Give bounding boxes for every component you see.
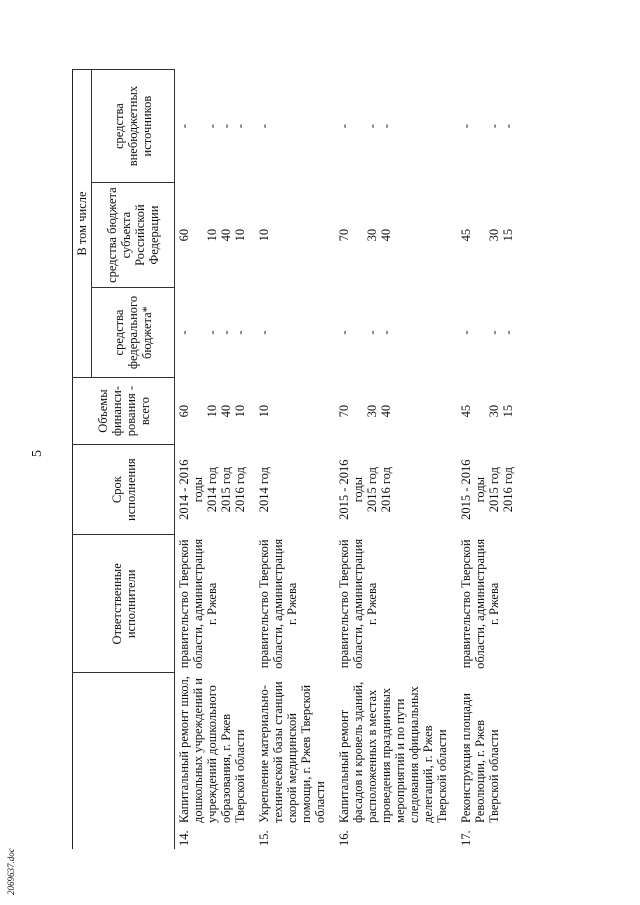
row-regional — [457, 183, 517, 288]
cell-value: - — [337, 330, 351, 335]
cell-value: 30 — [487, 228, 501, 242]
cell-value: - — [219, 330, 233, 335]
row-name: Капитальный ремонт школ, дошкольных учреждений и учреждений дошкольного образования, г. Ржев Тверской области — [177, 676, 247, 823]
cell-value: - — [501, 124, 515, 129]
row-term — [335, 445, 451, 535]
row-number: 15. — [257, 830, 271, 846]
cell-value: 40 — [219, 404, 233, 418]
cell-value: - — [205, 124, 219, 129]
table-row — [255, 70, 329, 850]
cell-value: 10 — [205, 228, 219, 242]
cell-value: 30 — [365, 228, 379, 242]
cell-value: 10 — [233, 228, 247, 242]
cell-value: 2016 год — [379, 467, 393, 513]
cell-value: 40 — [379, 228, 393, 242]
cell-value: 45 — [459, 228, 473, 242]
header-responsible: Ответственные исполнители — [73, 535, 175, 673]
row-total — [457, 378, 517, 445]
row-extra — [175, 70, 250, 183]
cell-value: - — [379, 124, 393, 129]
cell-value: 2016 год — [501, 467, 515, 513]
cell-value: 10 — [233, 404, 247, 418]
row-term — [255, 445, 329, 535]
cell-value: 70 — [337, 228, 351, 242]
cell-value: - — [257, 124, 271, 129]
cell-value: - — [365, 330, 379, 335]
financing-table — [72, 69, 523, 849]
cell-value: 2015 год — [365, 467, 379, 513]
cell-value: - — [177, 124, 191, 129]
cell-value: 30 — [365, 404, 379, 418]
cell-value: - — [257, 330, 271, 335]
cell-value: 10 — [257, 228, 271, 242]
row-extra — [335, 70, 451, 183]
row-number: 16. — [337, 830, 351, 846]
cell-value: - — [501, 330, 515, 335]
cell-value: 2015 - 2016 годы — [337, 459, 365, 520]
row-regional — [175, 183, 250, 288]
header-volume: Объемы финанси-рования - всего — [73, 378, 175, 445]
cell-value: - — [337, 124, 351, 129]
header-in-that: В том числе — [73, 70, 92, 378]
row-extra — [255, 70, 329, 183]
header-term: Срок исполнения — [73, 445, 175, 535]
cell-value: 2014 год — [205, 467, 219, 513]
row-responsible: правительство Тверской области, администрация г. Ржева — [257, 538, 299, 669]
header-blank — [73, 673, 175, 849]
row-federal — [255, 287, 329, 377]
row-regional — [335, 183, 451, 288]
cell-value: 2015 - 2016 годы — [459, 459, 487, 520]
cell-value: 15 — [501, 228, 515, 242]
row-number: 17. — [459, 830, 473, 846]
cell-value: 2015 год — [487, 467, 501, 513]
cell-value: 40 — [219, 228, 233, 242]
cell-value: 30 — [487, 404, 501, 418]
table-body — [175, 70, 524, 850]
cell-value: 2016 год — [233, 467, 247, 513]
row-responsible: правительство Тверской области, администрация г. Ржева — [177, 538, 219, 669]
footer-doc-name: 2069637.doc — [6, 848, 16, 895]
header-federal: средства федерального бюджета* — [92, 287, 175, 377]
row-term — [457, 445, 517, 535]
row-federal — [175, 287, 250, 377]
cell-value: 60 — [177, 404, 191, 418]
row-federal — [335, 287, 451, 377]
cell-value: - — [219, 124, 233, 129]
cell-value: 2014 - 2016 годы — [177, 459, 205, 520]
cell-value: - — [379, 330, 393, 335]
header-extrabudget: средства внебюджетных источников — [92, 70, 175, 183]
cell-value: 45 — [459, 404, 473, 418]
cell-value: - — [233, 124, 247, 129]
cell-value: - — [205, 330, 219, 335]
cell-value: - — [459, 124, 473, 129]
cell-value: 10 — [257, 404, 271, 418]
row-federal — [457, 287, 517, 377]
row-number: 14. — [177, 830, 191, 846]
cell-value: 2014 год — [257, 467, 271, 513]
row-responsible: правительство Тверской области, администрация г. Ржева — [459, 538, 501, 669]
cell-value: 60 — [177, 228, 191, 242]
cell-value: - — [487, 124, 501, 129]
cell-value: - — [177, 330, 191, 335]
row-term — [175, 445, 250, 535]
cell-value: 10 — [205, 404, 219, 418]
cell-value: 2015 год — [219, 467, 233, 513]
table-row — [457, 70, 517, 850]
cell-value: 15 — [501, 404, 515, 418]
cell-value: - — [233, 330, 247, 335]
header-regional: средства бюджета субъекта Российской Федерации — [92, 183, 175, 288]
row-name: Реконструкция площади Революции, г. Ржев Тверской области — [459, 693, 501, 823]
cell-value: 40 — [379, 404, 393, 418]
cell-value: 70 — [337, 404, 351, 418]
row-name: Капитальный ремонт фасадов и кровель зданий, расположенных в местах проведения праздничных мероприятий и по пути следования официальных делегаций, г. Ржев Тверской области — [337, 681, 449, 823]
row-name: Укрепление материально-технической базы станции скорой медицинской помощи, г. Ржев Тверской области — [257, 681, 327, 823]
row-extra — [457, 70, 517, 183]
cell-value: - — [487, 330, 501, 335]
cell-value: - — [365, 124, 379, 129]
table-row — [175, 70, 250, 850]
row-regional — [255, 183, 329, 288]
row-total — [335, 378, 451, 445]
row-responsible: правительство Тверской области, администрация г. Ржева — [337, 538, 379, 669]
table-row — [335, 70, 451, 850]
row-total — [175, 378, 250, 445]
page-number: 5 — [30, 450, 45, 457]
cell-value: - — [459, 330, 473, 335]
row-total — [255, 378, 329, 445]
